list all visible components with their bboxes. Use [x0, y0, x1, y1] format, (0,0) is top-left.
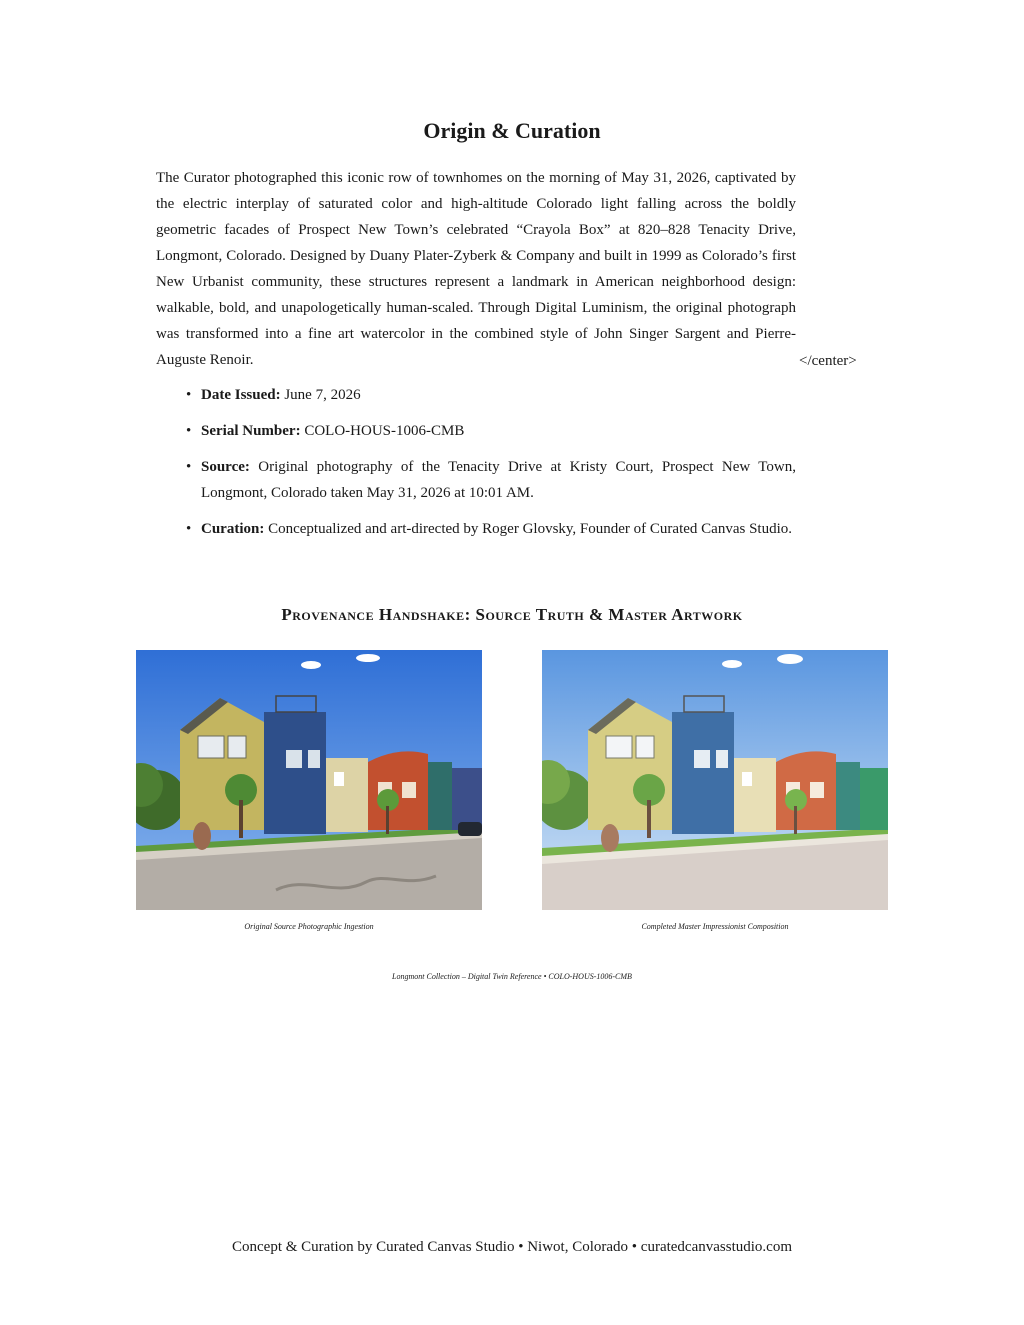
detail-value: Original photography of the Tenacity Drive at Kristy Court, Prospect New Town, Longmont, Colorado taken May 31, 2026 at 10:01 AM.: [201, 459, 797, 501]
detail-label: Date Issued:: [201, 387, 281, 403]
detail-value: Conceptualized and art-directed by Roger Glovsky, Founder of Curated Canvas Studio.: [268, 521, 792, 537]
detail-label: Serial Number:: [201, 423, 301, 439]
detail-curation: [186, 516, 796, 542]
artwork-caption: Completed Master Impressionist Composition: [641, 922, 789, 931]
master-artwork-image: [542, 650, 888, 910]
page-title: Origin & Curation: [423, 118, 601, 143]
footer: Concept & Curation by Curated Canvas Studio • Niwot, Colorado • curatedcanvasstudio.com: [232, 1239, 792, 1255]
intro-paragraph: The Curator photographed this iconic row of townhomes on the morning of May 31, 2026, captivated by the electric interplay of saturated color and high-altitude Colorado light falling across the boldly geometric facades of Prospect New Town’s celebrated “Crayola Box” at 820–828 Tenacity Drive, Longmont, Colorado. Designed by Duany Plater-Zyberk & Company and built in 1999 as Colorado’s first New Urbanist community, these structures represent a landmark in American neighborhood design: walkable, bold, and unapologetically human-scaled. Through Digital Luminism, the original photograph was transformed into a fine art watercolor in the combined style of John Singer Sargent and Pierre-Auguste Renoir.: [156, 170, 796, 368]
detail-label: Source:: [201, 459, 250, 475]
source-photo-caption: Original Source Photographic Ingestion: [244, 922, 374, 931]
collection-reference: Longmont Collection – Digital Twin Reference • COLO-HOUS-1006-CMB: [392, 972, 632, 981]
stray-center-tag: </center>: [799, 353, 857, 369]
detail-serial-number: [186, 418, 796, 444]
detail-value: June 7, 2026: [284, 387, 361, 403]
detail-value: COLO-HOUS-1006-CMB: [304, 423, 465, 439]
source-photograph: [136, 650, 482, 910]
detail-label: Curation:: [201, 521, 265, 537]
detail-source: [186, 454, 796, 506]
detail-date-issued: [186, 382, 796, 408]
section-heading: Provenance Handshake: Source Truth & Master Artwork: [281, 605, 743, 624]
details-list: [186, 382, 796, 552]
